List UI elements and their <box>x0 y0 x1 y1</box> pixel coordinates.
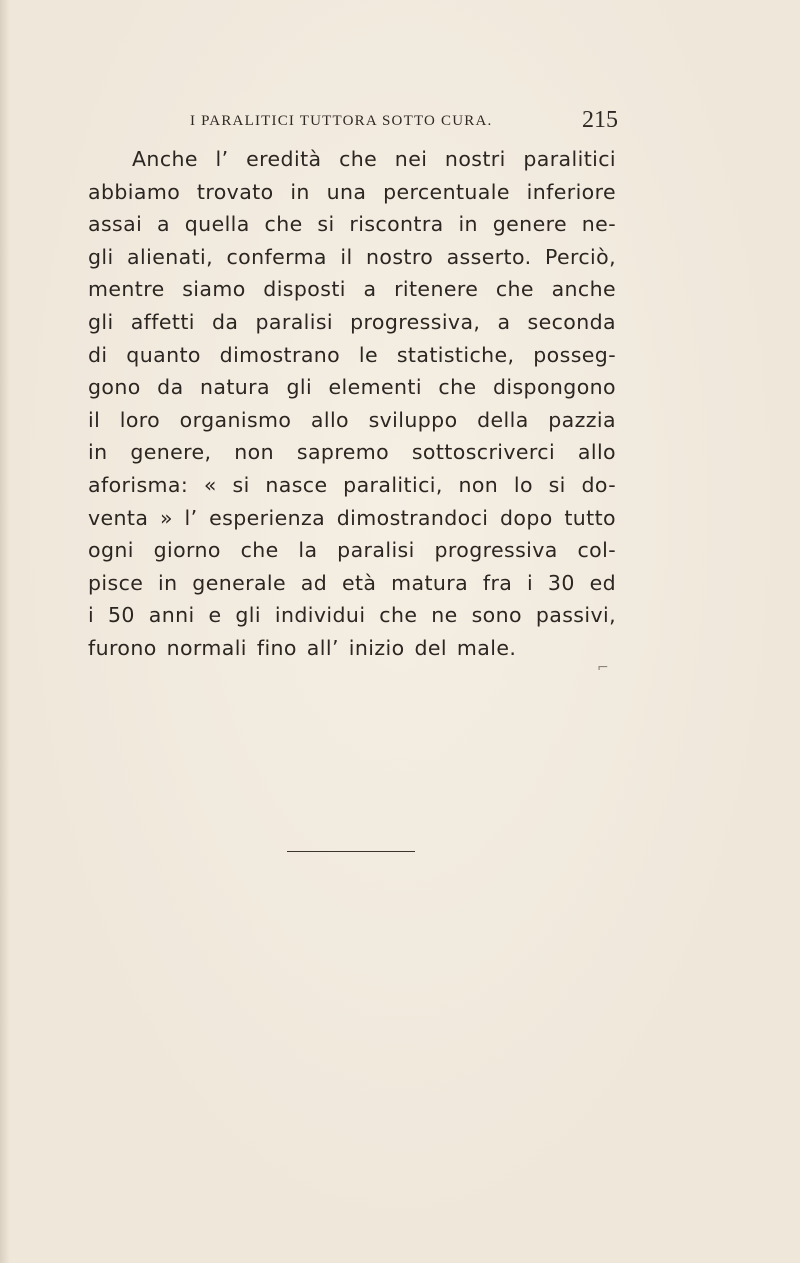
text-line: mentre siamo disposti a ritenere che anche <box>88 277 616 302</box>
text-line: pisce in generale ad età matura fra i 30 ed <box>88 570 616 595</box>
text-line: ogni giorno che la paralisi progressiva col- <box>88 538 616 563</box>
text-line: in genere, non sapremo sottoscriverci allo <box>88 440 616 465</box>
text-line: gli affetti da paralisi progressiva, a seconda <box>88 309 616 334</box>
text-line: assai a quella che si riscontra in genere ne- <box>88 212 616 237</box>
running-title: I PARALITICI TUTTORA SOTTO CURA. <box>190 113 493 129</box>
text-line: aforisma: « si nasce paralitici, non lo si do- <box>88 472 616 497</box>
text-line: furono normali fino all’ inizio del male. <box>88 635 517 660</box>
page-number: 215 <box>582 107 618 133</box>
text-line: il loro organismo allo sviluppo della pazzia <box>88 407 616 432</box>
running-head <box>88 107 618 137</box>
text-line: venta » l’ esperienza dimostrandoci dopo tutto <box>88 505 616 530</box>
page-edge-shadow <box>0 0 10 1263</box>
body-paragraph <box>88 143 616 665</box>
text-line: gono da natura gli elementi che dispongono <box>88 375 616 400</box>
text-line: Anche l’ eredità che nei nostri paralitici <box>132 147 616 171</box>
text-line: di quanto dimostrano le statistiche, posseg- <box>88 342 616 367</box>
section-divider-rule <box>287 851 415 852</box>
text-line: i 50 anni e gli individui che ne sono passivi, <box>88 603 616 628</box>
text-line: abbiamo trovato in una percentuale inferiore <box>88 179 616 204</box>
pencil-mark: ⌐ <box>597 660 609 676</box>
text-line: gli alienati, conferma il nostro asserto. Perciò, <box>88 244 616 269</box>
